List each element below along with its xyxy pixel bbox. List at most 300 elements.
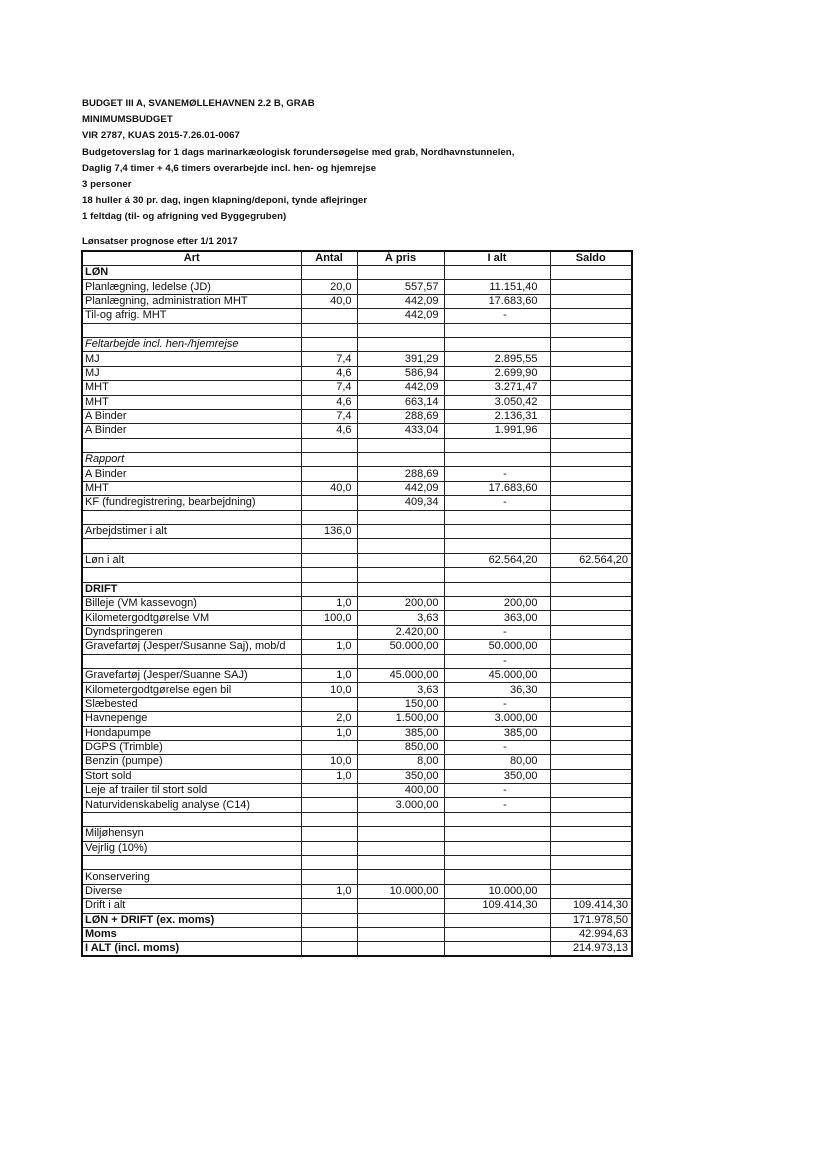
cell-ialt: 50.000,00 [444, 640, 550, 654]
cell-art: Billeje (VM kassevogn) [82, 596, 301, 610]
table-row [82, 740, 632, 754]
cell-ialt: 17.683,60 [444, 481, 550, 495]
cell-ialt: 45.000,00 [444, 668, 550, 682]
cell-ialt: 2.895,55 [444, 352, 550, 366]
cell-pris: 288,69 [357, 467, 444, 481]
cell-saldo [550, 856, 632, 870]
cell-antal [301, 899, 357, 913]
cell-saldo [550, 841, 632, 855]
cell-saldo [550, 467, 632, 481]
cell-antal [301, 827, 357, 841]
cell-saldo [550, 784, 632, 798]
table-row [82, 568, 632, 582]
cell-art: Løn i alt [82, 553, 301, 567]
cell-art: MHT [82, 481, 301, 495]
table-row [82, 525, 632, 539]
cell-ialt [444, 841, 550, 855]
table-row [82, 726, 632, 740]
cell-ialt: 3.050,42 [444, 395, 550, 409]
cell-ialt [444, 827, 550, 841]
cell-ialt: 109.414,30 [444, 899, 550, 913]
cell-ialt [444, 942, 550, 957]
table-row [82, 942, 632, 957]
cell-antal [301, 337, 357, 351]
cell-ialt: - [444, 309, 550, 323]
cell-pris [357, 856, 444, 870]
cell-antal [301, 568, 357, 582]
cell-antal [301, 467, 357, 481]
table-row [82, 366, 632, 380]
cell-art: LØN [82, 266, 301, 280]
cell-pris: 10.000,00 [357, 884, 444, 898]
table-row [82, 496, 632, 510]
cell-pris [357, 870, 444, 884]
cell-pris: 586,94 [357, 366, 444, 380]
cell-saldo [550, 654, 632, 668]
cell-ialt [444, 870, 550, 884]
cell-art: Arbejdstimer i alt [82, 525, 301, 539]
cell-ialt: - [444, 654, 550, 668]
cell-art: Havnepenge [82, 712, 301, 726]
cell-antal: 7,4 [301, 352, 357, 366]
cell-antal [301, 798, 357, 812]
cell-saldo [550, 409, 632, 423]
cell-art: Dyndspringeren [82, 625, 301, 639]
header-line: 3 personer [82, 178, 132, 190]
document-header [82, 96, 782, 226]
cell-art: Naturvidenskabelig analyse (C14) [82, 798, 301, 812]
cell-ialt: 3.271,47 [444, 381, 550, 395]
cell-art: Diverse [82, 884, 301, 898]
cell-pris [357, 913, 444, 927]
cell-antal [301, 625, 357, 639]
cell-ialt: 36,30 [444, 683, 550, 697]
cell-ialt: 385,00 [444, 726, 550, 740]
table-row [82, 784, 632, 798]
cell-saldo [550, 870, 632, 884]
cell-art [82, 510, 301, 524]
cell-antal [301, 870, 357, 884]
cell-saldo [550, 884, 632, 898]
cell-antal: 10,0 [301, 683, 357, 697]
cell-pris [357, 337, 444, 351]
cell-art: DRIFT [82, 582, 301, 596]
cell-art: Planlægning, administration MHT [82, 294, 301, 308]
cell-pris [357, 539, 444, 553]
cell-pris [357, 942, 444, 957]
cell-ialt [444, 438, 550, 452]
cell-pris: 663,14 [357, 395, 444, 409]
cell-antal [301, 582, 357, 596]
cell-art [82, 539, 301, 553]
cell-pris [357, 453, 444, 467]
cell-pris: 3.000,00 [357, 798, 444, 812]
column-header-antal: Antal [301, 251, 357, 266]
cell-saldo [550, 812, 632, 826]
cell-antal [301, 553, 357, 567]
cell-antal [301, 697, 357, 711]
table-header-row [82, 251, 632, 266]
cell-ialt: 10.000,00 [444, 884, 550, 898]
cell-saldo [550, 755, 632, 769]
cell-pris: 45.000,00 [357, 668, 444, 682]
cell-ialt [444, 927, 550, 941]
rates-label: Lønsatser prognose efter 1/1 2017 [82, 236, 238, 247]
cell-art: Benzin (pumpe) [82, 755, 301, 769]
table-row [82, 582, 632, 596]
cell-saldo [550, 266, 632, 280]
cell-antal: 4,6 [301, 366, 357, 380]
cell-pris [357, 582, 444, 596]
cell-pris [357, 323, 444, 337]
cell-art: A Binder [82, 467, 301, 481]
table-row [82, 539, 632, 553]
cell-antal: 136,0 [301, 525, 357, 539]
cell-saldo [550, 395, 632, 409]
table-row [82, 337, 632, 351]
cell-antal [301, 266, 357, 280]
cell-saldo [550, 568, 632, 582]
cell-art: Moms [82, 927, 301, 941]
cell-pris: 8,00 [357, 755, 444, 769]
column-header-ialt: I alt [444, 251, 550, 266]
cell-pris: 288,69 [357, 409, 444, 423]
cell-pris: 3,63 [357, 611, 444, 625]
table-row [82, 280, 632, 294]
cell-art: Vejrlig (10%) [82, 841, 301, 855]
cell-pris: 557,57 [357, 280, 444, 294]
table-row [82, 798, 632, 812]
table-row [82, 625, 632, 639]
cell-art: MHT [82, 381, 301, 395]
cell-saldo [550, 740, 632, 754]
cell-art: Feltarbejde incl. hen-/hjemrejse [82, 337, 301, 351]
cell-ialt: 17.683,60 [444, 294, 550, 308]
cell-pris: 850,00 [357, 740, 444, 754]
cell-pris: 442,09 [357, 309, 444, 323]
cell-art: Leje af trailer til stort sold [82, 784, 301, 798]
table-row [82, 755, 632, 769]
cell-saldo [550, 697, 632, 711]
cell-pris [357, 827, 444, 841]
cell-ialt [444, 525, 550, 539]
cell-antal [301, 856, 357, 870]
cell-ialt [444, 510, 550, 524]
cell-saldo [550, 381, 632, 395]
cell-saldo [550, 525, 632, 539]
cell-art: Konservering [82, 870, 301, 884]
cell-art: DGPS (Trimble) [82, 740, 301, 754]
cell-antal [301, 654, 357, 668]
cell-saldo [550, 294, 632, 308]
cell-art: Gravefartøj (Jesper/Susanne Saj), mob/d [82, 640, 301, 654]
cell-ialt [444, 337, 550, 351]
cell-pris: 409,34 [357, 496, 444, 510]
cell-art: MHT [82, 395, 301, 409]
header-line: 18 huller á 30 pr. dag, ingen klapning/deponi, tynde aflejringer [82, 195, 368, 207]
cell-ialt: - [444, 784, 550, 798]
table-row [82, 812, 632, 826]
cell-art [82, 568, 301, 582]
table-row [82, 884, 632, 898]
cell-saldo [550, 726, 632, 740]
cell-ialt: - [444, 697, 550, 711]
cell-art: Hondapumpe [82, 726, 301, 740]
cell-antal [301, 539, 357, 553]
cell-art: A Binder [82, 424, 301, 438]
cell-art [82, 654, 301, 668]
cell-art: KF (fundregistrering, bearbejdning) [82, 496, 301, 510]
cell-saldo [550, 611, 632, 625]
table-row [82, 927, 632, 941]
cell-art: A Binder [82, 409, 301, 423]
cell-saldo [550, 323, 632, 337]
table-row [82, 323, 632, 337]
table-row [82, 467, 632, 481]
cell-pris: 442,09 [357, 294, 444, 308]
table-row [82, 395, 632, 409]
cell-art: Drift i alt [82, 899, 301, 913]
table-row [82, 510, 632, 524]
cell-pris: 350,00 [357, 769, 444, 783]
cell-antal [301, 453, 357, 467]
cell-pris: 442,09 [357, 381, 444, 395]
cell-ialt: - [444, 740, 550, 754]
cell-antal [301, 510, 357, 524]
cell-pris [357, 812, 444, 826]
budget-table-body [82, 251, 632, 956]
cell-ialt: 80,00 [444, 755, 550, 769]
cell-art: Slæbested [82, 697, 301, 711]
cell-pris [357, 927, 444, 941]
cell-saldo [550, 280, 632, 294]
cell-art [82, 856, 301, 870]
header-line: BUDGET III A, SVANEMØLLEHAVNEN 2.2 B, GRAB [82, 98, 315, 109]
cell-art [82, 323, 301, 337]
cell-saldo [550, 438, 632, 452]
cell-pris: 433,04 [357, 424, 444, 438]
table-row [82, 683, 632, 697]
cell-antal: 4,6 [301, 424, 357, 438]
cell-antal: 1,0 [301, 726, 357, 740]
cell-saldo: 42.994,63 [550, 927, 632, 941]
cell-ialt [444, 582, 550, 596]
cell-art: Planlægning, ledelse (JD) [82, 280, 301, 294]
cell-ialt: 350,00 [444, 769, 550, 783]
cell-art: Miljøhensyn [82, 827, 301, 841]
cell-ialt: 2.136,31 [444, 409, 550, 423]
header-line: Daglig 7,4 timer + 4,6 timers overarbejde incl. hen- og hjemrejse [82, 162, 377, 174]
cell-saldo [550, 827, 632, 841]
cell-antal [301, 913, 357, 927]
table-row [82, 453, 632, 467]
cell-pris: 1.500,00 [357, 712, 444, 726]
cell-pris: 50.000,00 [357, 640, 444, 654]
cell-antal [301, 740, 357, 754]
cell-saldo [550, 539, 632, 553]
cell-saldo [550, 424, 632, 438]
cell-antal: 7,4 [301, 409, 357, 423]
cell-ialt: 1.991,96 [444, 424, 550, 438]
table-row [82, 294, 632, 308]
cell-pris [357, 654, 444, 668]
cell-ialt [444, 568, 550, 582]
cell-antal: 40,0 [301, 294, 357, 308]
cell-saldo [550, 640, 632, 654]
cell-saldo [550, 366, 632, 380]
cell-saldo [550, 481, 632, 495]
cell-ialt: - [444, 625, 550, 639]
cell-antal: 4,6 [301, 395, 357, 409]
cell-art: Gravefartøj (Jesper/Suanne SAJ) [82, 668, 301, 682]
cell-saldo [550, 510, 632, 524]
cell-pris [357, 899, 444, 913]
table-row [82, 769, 632, 783]
cell-pris [357, 841, 444, 855]
cell-saldo: 109.414,30 [550, 899, 632, 913]
cell-ialt: 2.699,90 [444, 366, 550, 380]
cell-ialt [444, 453, 550, 467]
cell-ialt [444, 323, 550, 337]
cell-pris [357, 266, 444, 280]
table-row [82, 611, 632, 625]
cell-pris: 3,63 [357, 683, 444, 697]
cell-ialt [444, 266, 550, 280]
column-header-pris: Á pris [357, 251, 444, 266]
cell-saldo [550, 668, 632, 682]
cell-saldo [550, 596, 632, 610]
table-row [82, 913, 632, 927]
cell-pris: 150,00 [357, 697, 444, 711]
table-row [82, 697, 632, 711]
cell-pris [357, 568, 444, 582]
table-row [82, 712, 632, 726]
cell-pris: 200,00 [357, 596, 444, 610]
cell-antal [301, 784, 357, 798]
cell-ialt: 363,00 [444, 611, 550, 625]
cell-saldo [550, 712, 632, 726]
cell-art: MJ [82, 366, 301, 380]
cell-ialt: 11.151,40 [444, 280, 550, 294]
header-line: 1 feltdag (til- og afrigning ved Byggegruben) [82, 211, 287, 223]
cell-pris [357, 525, 444, 539]
cell-saldo [550, 798, 632, 812]
cell-ialt [444, 856, 550, 870]
cell-saldo [550, 625, 632, 639]
table-row [82, 381, 632, 395]
cell-saldo [550, 582, 632, 596]
cell-ialt [444, 539, 550, 553]
cell-saldo [550, 352, 632, 366]
header-line: VIR 2787, KUAS 2015-7.26.01-0067 [82, 130, 240, 142]
cell-antal [301, 812, 357, 826]
table-row [82, 870, 632, 884]
cell-saldo: 171.978,50 [550, 913, 632, 927]
table-row [82, 424, 632, 438]
cell-pris: 442,09 [357, 481, 444, 495]
cell-antal: 100,0 [301, 611, 357, 625]
cell-antal [301, 841, 357, 855]
cell-ialt: - [444, 496, 550, 510]
cell-art: Rapport [82, 453, 301, 467]
header-line: Budgetoverslag for 1 dags marinarkæologisk forundersøgelse med grab, Nordhavnstunnelen, [82, 146, 515, 158]
table-row [82, 409, 632, 423]
cell-art: Stort sold [82, 769, 301, 783]
cell-ialt: - [444, 467, 550, 481]
column-header-saldo: Saldo [550, 251, 632, 266]
cell-ialt: 3.000,00 [444, 712, 550, 726]
cell-antal: 1,0 [301, 596, 357, 610]
cell-art: Til-og afrig. MHT [82, 309, 301, 323]
cell-saldo: 62.564,20 [550, 553, 632, 567]
cell-antal: 1,0 [301, 769, 357, 783]
cell-antal: 1,0 [301, 884, 357, 898]
cell-antal [301, 942, 357, 957]
cell-antal: 2,0 [301, 712, 357, 726]
table-row [82, 438, 632, 452]
cell-pris: 2.420,00 [357, 625, 444, 639]
cell-saldo [550, 496, 632, 510]
budget-table [81, 250, 633, 957]
cell-saldo [550, 683, 632, 697]
cell-pris [357, 438, 444, 452]
table-row [82, 668, 632, 682]
table-row [82, 899, 632, 913]
column-header-art: Art [82, 251, 301, 266]
cell-antal [301, 496, 357, 510]
cell-antal: 40,0 [301, 481, 357, 495]
table-row [82, 352, 632, 366]
table-row [82, 309, 632, 323]
cell-art: LØN + DRIFT (ex. moms) [82, 913, 301, 927]
table-row [82, 481, 632, 495]
cell-ialt: - [444, 798, 550, 812]
cell-saldo [550, 453, 632, 467]
cell-ialt [444, 913, 550, 927]
cell-pris [357, 553, 444, 567]
cell-antal: 1,0 [301, 640, 357, 654]
cell-saldo [550, 309, 632, 323]
table-row [82, 841, 632, 855]
cell-art: Kilometergodtgørelse egen bil [82, 683, 301, 697]
cell-antal: 10,0 [301, 755, 357, 769]
cell-saldo [550, 769, 632, 783]
cell-saldo: 214.973,13 [550, 942, 632, 957]
cell-art: MJ [82, 352, 301, 366]
cell-antal: 1,0 [301, 668, 357, 682]
table-row [82, 827, 632, 841]
cell-antal [301, 309, 357, 323]
cell-antal [301, 927, 357, 941]
cell-art: I ALT (incl. moms) [82, 942, 301, 957]
cell-pris: 391,29 [357, 352, 444, 366]
cell-saldo [550, 337, 632, 351]
cell-antal: 7,4 [301, 381, 357, 395]
table-row [82, 856, 632, 870]
cell-art [82, 812, 301, 826]
cell-ialt: 62.564,20 [444, 553, 550, 567]
table-row [82, 654, 632, 668]
cell-ialt: 200,00 [444, 596, 550, 610]
cell-pris [357, 510, 444, 524]
table-row [82, 553, 632, 567]
table-row [82, 596, 632, 610]
cell-pris: 400,00 [357, 784, 444, 798]
header-line: MINIMUMSBUDGET [82, 114, 173, 126]
table-row [82, 640, 632, 654]
cell-ialt [444, 812, 550, 826]
cell-art: Kilometergodtgørelse VM [82, 611, 301, 625]
